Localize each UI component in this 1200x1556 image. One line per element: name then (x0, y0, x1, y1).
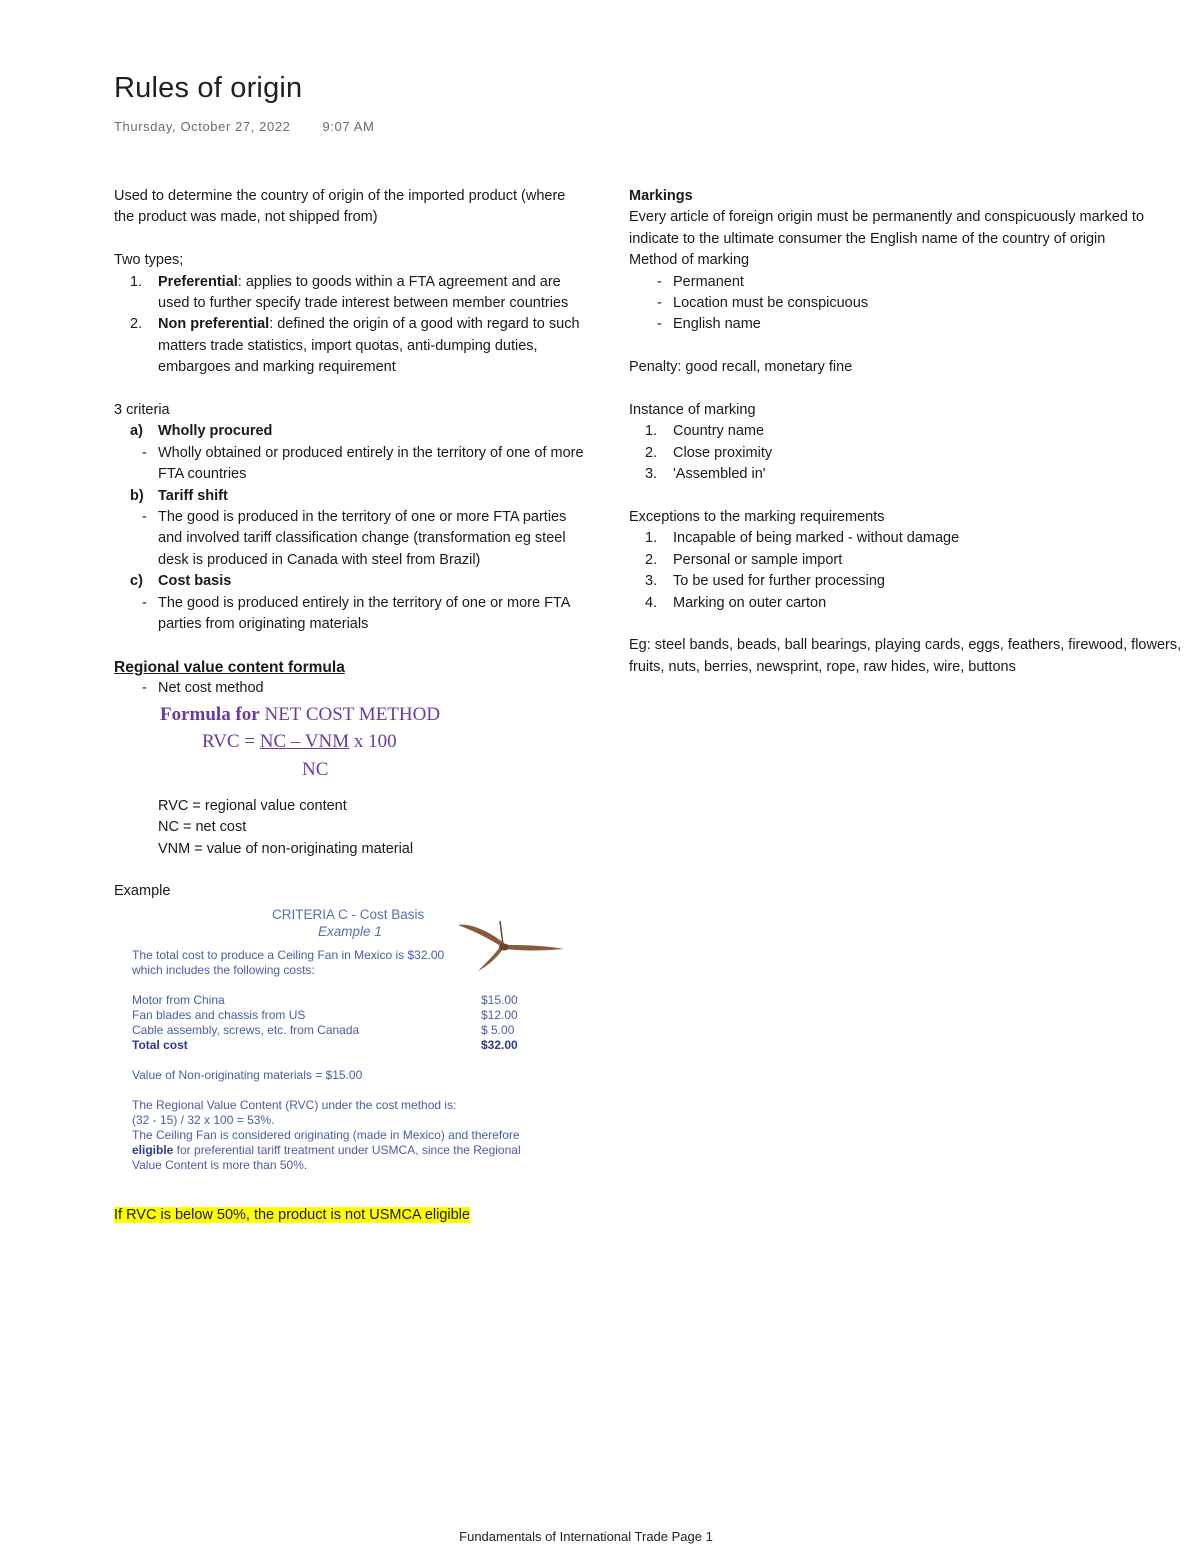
list-number: 1. (645, 423, 658, 440)
list-number: 2. (645, 444, 658, 461)
dash-bullet: - (142, 509, 147, 526)
criteria-desc (114, 593, 584, 636)
example-image (114, 903, 574, 1193)
dash-bullet: - (142, 594, 147, 611)
page-datetime (114, 119, 374, 134)
formula-equation: RVC = NC – VNM x 100 (202, 730, 397, 752)
rvc-method-item (114, 678, 584, 699)
ceiling-fan-icon (456, 919, 566, 979)
criteria-desc-text: The good is produced in the territory of one or more FTA parties and involved tariff classification change (transformation eg steel desk is produced in Canada with steel from Brazil) (158, 509, 567, 568)
example-cost-list (132, 993, 532, 1053)
page-date: Thursday, October 27, 2022 (114, 119, 291, 134)
criteria-desc (114, 507, 584, 571)
list-number: 4. (645, 594, 658, 611)
markings-text: Every article of foreign origin must be permanently and conspicuously marked to indicate to the ultimate consumer the English name of the country of origin (629, 209, 1145, 247)
intro-text: Used to determine the country of origin of the imported product (where the product was made, not shipped from) (114, 188, 566, 226)
page-title: Rules of origin (114, 72, 303, 104)
right-column (629, 186, 1189, 678)
example-intro: The total cost to produce a Ceiling Fan in Mexico is $32.00 which includes the following costs: (132, 947, 445, 977)
example-title: CRITERIA C - Cost Basis (272, 906, 425, 922)
exception-item: 4. Marking on outer carton (629, 593, 1189, 614)
dash-bullet: - (657, 273, 662, 290)
dash-bullet: - (657, 316, 662, 333)
definition: NC = net cost (158, 819, 247, 836)
list-number: 2. (130, 316, 143, 333)
highlighted-note: If RVC is below 50%, the product is not USMCA eligible (114, 1206, 470, 1223)
list-number: 2. (645, 551, 658, 568)
rvc-heading: Regional value content formula (114, 658, 345, 676)
page-footer: Fundamentals of International Trade Page 1 (459, 1529, 713, 1544)
list-number: 3. (645, 573, 658, 590)
type-text: : defined the origin of a good with regard to such matters trade statistics, import quotas, anti-dumping duties, embargoes and marking requirement (158, 316, 580, 376)
criteria-letter: a) (130, 423, 143, 440)
examples-text: Eg: steel bands, beads, ball bearings, playing cards, eggs, feathers, firewood, flowers, fruits, nuts, berries, newsprint, rope, raw hides, wire, buttons (629, 637, 1182, 675)
criteria-title: Wholly procured (158, 423, 273, 440)
criteria-desc-text: The good is produced entirely in the territory of one or more FTA parties from originating materials (158, 594, 570, 633)
example-label: Example (114, 883, 171, 900)
exception-item: 3. To be used for further processing (629, 571, 1189, 592)
list-number: 1. (645, 530, 658, 547)
dash-bullet: - (142, 680, 147, 697)
instance-item: 1. Country name (629, 421, 1189, 442)
dash-bullet: - (142, 444, 147, 461)
left-column (114, 186, 584, 1226)
instance-label: Instance of marking (629, 402, 756, 419)
formula-title: Formula for NET COST METHOD (160, 703, 441, 725)
penalty-text: Penalty: good recall, monetary fine (629, 359, 853, 376)
criteria-label: 3 criteria (114, 402, 170, 419)
definition: VNM = value of non-originating material (158, 840, 414, 857)
example-rvc-explanation: The Regional Value Content (RVC) under the cost method is: (32 - 15) / 32 x 100 = 53%. The Ceiling Fan is considered originating (made in Mexico) and therefore eligible for preferential tariff treatment under USMCA, since the Regional Value Content is more than 50%. (132, 1097, 521, 1172)
exception-item: 2. Personal or sample import (629, 550, 1189, 571)
dash-bullet: - (657, 295, 662, 312)
definition: RVC = regional value content (158, 797, 347, 814)
rvc-method: Net cost method (158, 680, 264, 697)
type-term: Non preferential (158, 316, 270, 333)
page-time: 9:07 AM (322, 119, 375, 134)
two-types-label: Two types; (114, 252, 184, 269)
example-vnm: Value of Non-originating materials = $15.00 (132, 1067, 363, 1082)
method-item: - Location must be conspicuous (629, 293, 1189, 314)
list-number: 1. (130, 273, 143, 290)
markings-heading: Markings (629, 188, 693, 204)
formula-denominator: NC (302, 758, 329, 780)
definitions (158, 796, 584, 860)
method-item: - Permanent (629, 272, 1189, 293)
criteria-title: Tariff shift (158, 487, 228, 504)
criteria-item (114, 486, 584, 507)
criteria-letter: c) (130, 573, 143, 590)
instance-item: 3. 'Assembled in' (629, 464, 1189, 485)
cost-row: Motor from China $15.00 (132, 992, 518, 1007)
method-item: - English name (629, 314, 1189, 335)
criteria-letter: b) (130, 487, 144, 504)
cost-row: Fan blades and chassis from US $12.00 (132, 1007, 518, 1022)
type-text: : applies to goods within a FTA agreement and are used to further specify trade interest between member countries (158, 273, 569, 312)
example-subtitle: Example 1 (318, 923, 382, 939)
criteria-item (114, 421, 584, 442)
criteria-desc (114, 443, 584, 486)
criteria-item (114, 571, 584, 592)
formula-image (160, 704, 584, 796)
method-label: Method of marking (629, 252, 750, 269)
exception-item: 1. Incapable of being marked - without damage (629, 528, 1189, 549)
criteria-title: Cost basis (158, 573, 232, 590)
criteria-desc-text: Wholly obtained or produced entirely in the territory of one of more FTA countries (158, 444, 584, 483)
list-number: 3. (645, 466, 658, 483)
type-item (114, 314, 584, 378)
cost-total-row: Total cost $32.00 (132, 1037, 518, 1052)
instance-item: 2. Close proximity (629, 443, 1189, 464)
type-item (114, 272, 584, 315)
exceptions-label: Exceptions to the marking requirements (629, 509, 885, 526)
type-term: Preferential (158, 273, 238, 290)
cost-row: Cable assembly, screws, etc. from Canada $ 5.00 (132, 1022, 515, 1037)
